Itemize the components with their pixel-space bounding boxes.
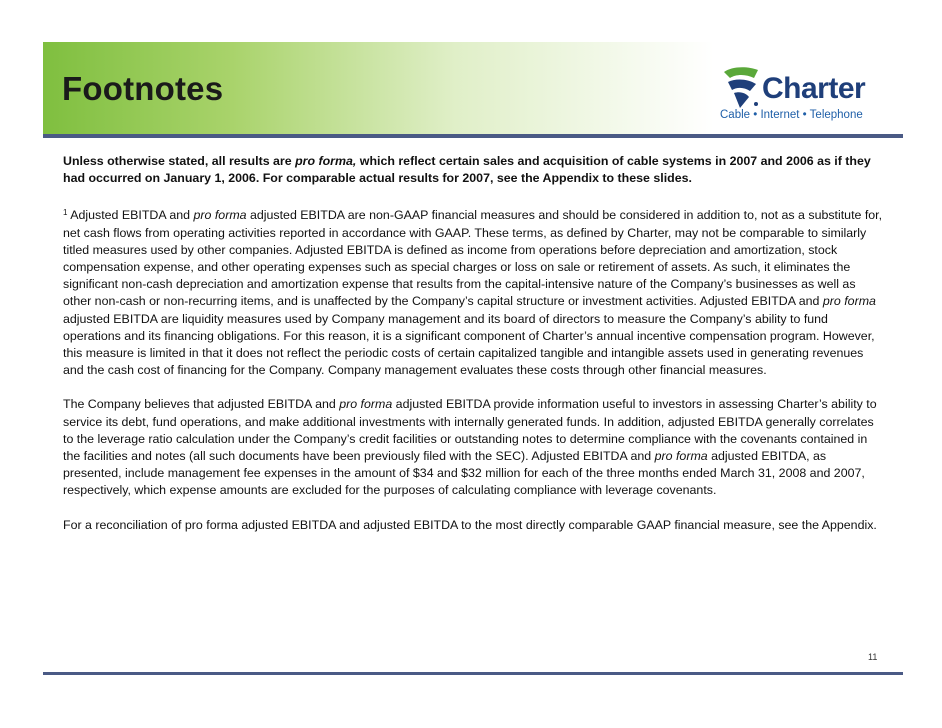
footnotes-body [63,153,883,551]
footnote-1-text-1: Adjusted EBITDA and [67,208,194,223]
paragraph-2-text-1: The Company believes that adjusted EBITDA and [63,397,340,412]
footnote-1-paragraph [63,204,883,379]
paragraph-2-text-2: adjusted EBITDA provide information useful to investors in assessing Charter’s ability to service its debt, fund operations, and make additional investments with internally generated funds. In addition, adjusted EBITDA generally correlates to the leverage ratio calculation under the Company’s credit facilities or outstanding notes to determine compliance with the covenants contained in the facilities and notes (all such documents have been previously filed with the SEC). Adjusted EBITDA and [63,397,877,464]
intro-text-2: which reflect certain sales and acquisition of cable systems in 2007 and 2006 as if they had occurred on January 1, 2006. For comparable actual results for 2007, see the Appendix to these slides. [63,154,871,186]
intro-paragraph [63,153,883,187]
page-title: Footnotes [62,70,224,107]
footnote-marker: 1 [63,208,68,218]
header-divider [43,134,903,138]
logo-tagline: Cable • Internet • Telephone [720,109,863,121]
paragraph-2-italic-2: pro forma [654,449,708,464]
ebitda-usefulness-paragraph [63,396,883,499]
footnote-1-text-2: adjusted EBITDA are non-GAAP financial measures and should be considered in addition to, not as a substitute for, net cash flows from operating activities reported in accordance with GAAP. These terms, as defined by Charter, may not be comparable to similarly titled measures used by other companies. Adjusted EBITDA is defined as income from operations before depreciation and amortization, stock compensation expense, and other operating expenses such as special charges or loss on sale or retirement of assets. As such, it eliminates the significant non-cash depreciation and amortization expense that results from the capital-intensive nature of the Company’s businesses as well as other non-cash or non-recurring items, and is unaffected by the Company’s capital structure or investment activities. Adjusted EBITDA and [63,208,883,309]
paragraph-2-italic-1: pro forma [339,397,393,412]
paragraph-2-text-3: adjusted EBITDA, as presented, include management fee expenses in the amount of $34 and $32 million for each of the three months ended March 31, 2008 and 2007, respectively, which expense amounts are excluded for the purposes of calculating compliance with leverage covenants. [63,449,865,498]
footnote-1-text-3: adjusted EBITDA are liquidity measures used by Company management and its board of directors to measure the Company’s ability to fund operations and its financing obligations. For this reason, it is a significant component of Charter’s annual incentive compensation program. However, this measure is limited in that it does not reflect the periodic costs of certain capitalized tangible and intangible assets used in generating revenues and the cash cost of financing for the Company. Company management evaluates these costs through other financial measures. [63,311,875,378]
footnote-1-italic-2: pro forma [822,294,876,309]
charter-logo [718,62,888,128]
intro-italic: pro forma, [295,154,357,168]
footnote-1-italic-1: pro forma [193,208,247,223]
logo-wordmark: Charter [762,72,866,105]
intro-text-1: Unless otherwise stated, all results are [63,154,296,168]
page-number: 11 [868,652,878,662]
footer-divider [43,672,903,675]
reconciliation-paragraph: For a reconciliation of pro forma adjusted EBITDA and adjusted EBITDA to the most directly comparable GAAP financial measure, see the Appendix. [63,517,877,532]
charter-swirl-icon [718,62,764,112]
